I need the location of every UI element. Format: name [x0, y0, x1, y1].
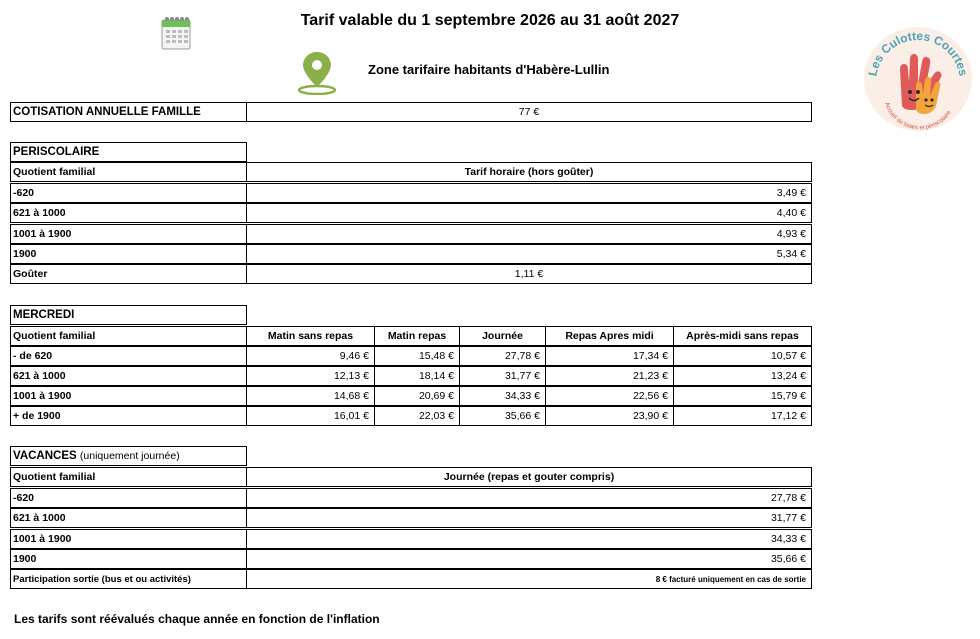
sortie-label: Participation sortie (bus et ou activités)	[10, 569, 247, 589]
table-cell: 15,79 €	[673, 386, 812, 406]
table-row-qf: 621 à 1000	[10, 508, 247, 528]
mercredi-col-qf: Quotient familial	[10, 326, 247, 346]
mercredi-col-matin-sans-repas: Matin sans repas	[246, 326, 375, 346]
cotisation-label: COTISATION ANNUELLE FAMILLE	[10, 102, 247, 122]
cotisation-value: 77 €	[246, 102, 812, 122]
table-row-qf: 1001 à 1900	[10, 386, 247, 406]
gouter-value: 1,11 €	[246, 264, 812, 284]
vacances-col-qf: Quotient familial	[10, 467, 247, 487]
gouter-label: Goûter	[10, 264, 247, 284]
table-row-tarif: 3,49 €	[246, 183, 812, 203]
logo-text: Les Culottes Courtes	[865, 28, 971, 78]
logo-subtext: Accueil de loisirs et périscolaire	[883, 101, 953, 132]
mercredi-col-repas-apres-midi: Repas Apres midi	[545, 326, 674, 346]
periscolaire-title: PERISCOLAIRE	[10, 142, 247, 162]
table-cell: 18,14 €	[374, 366, 460, 386]
table-row-tarif: 4,40 €	[246, 203, 812, 223]
table-cell: 15,48 €	[374, 346, 460, 366]
table-cell: 21,23 €	[545, 366, 674, 386]
table-cell: 22,03 €	[374, 406, 460, 426]
table-row-qf: -620	[10, 488, 247, 508]
mercredi-col-apres-midi-sans-repas: Après-midi sans repas	[673, 326, 812, 346]
table-cell: 13,24 €	[673, 366, 812, 386]
table-row-qf: 1001 à 1900	[10, 529, 247, 549]
table-cell: 27,78 €	[459, 346, 546, 366]
table-row-tarif: 5,34 €	[246, 244, 812, 264]
location-pin-icon	[296, 49, 338, 95]
table-row-qf: 1900	[10, 549, 247, 569]
table-row-tarif: 35,66 €	[246, 549, 812, 569]
table-row-qf: + de 1900	[10, 406, 247, 426]
vacances-col-tarif: Journée (repas et gouter compris)	[246, 467, 812, 487]
table-row-qf: -620	[10, 183, 247, 203]
periscolaire-col-tarif: Tarif horaire (hors goûter)	[246, 162, 812, 182]
sortie-value: 8 € facturé uniquement en cas de sortie	[246, 569, 812, 589]
vacances-title: VACANCES	[13, 450, 77, 462]
vacances-subtitle: (uniquement journée)	[79, 450, 180, 462]
mercredi-col-matin-repas: Matin repas	[374, 326, 460, 346]
logo	[862, 26, 974, 132]
table-cell: 17,34 €	[545, 346, 674, 366]
page-title: Tarif valable du 1 septembre 2026 au 31 août 2027	[300, 12, 680, 29]
zone-label: Zone tarifaire habitants d'Habère-Lullin	[368, 62, 610, 77]
table-cell: 22,56 €	[545, 386, 674, 406]
table-cell: 9,46 €	[246, 346, 375, 366]
table-row-qf: 621 à 1000	[10, 366, 247, 386]
table-row-tarif: 31,77 €	[246, 508, 812, 528]
table-row-tarif: 34,33 €	[246, 529, 812, 549]
table-cell: 10,57 €	[673, 346, 812, 366]
periscolaire-col-qf: Quotient familial	[10, 162, 247, 182]
table-cell: 16,01 €	[246, 406, 375, 426]
table-cell: 20,69 €	[374, 386, 460, 406]
footer-note: Les tarifs sont réévalués chaque année en fonction de l'inflation	[14, 612, 380, 626]
vacances-title-cell	[10, 446, 247, 466]
table-cell: 12,13 €	[246, 366, 375, 386]
table-row-qf: 1900	[10, 244, 247, 264]
table-cell: 14,68 €	[246, 386, 375, 406]
calendar-icon	[160, 15, 192, 51]
table-row-qf: 621 à 1000	[10, 203, 247, 223]
table-row-tarif: 4,93 €	[246, 224, 812, 244]
table-row-qf: 1001 à 1900	[10, 224, 247, 244]
table-cell: 17,12 €	[673, 406, 812, 426]
table-cell: 31,77 €	[459, 366, 546, 386]
table-cell: 35,66 €	[459, 406, 546, 426]
table-cell: 34,33 €	[459, 386, 546, 406]
mercredi-title: MERCREDI	[10, 305, 247, 325]
table-cell: 23,90 €	[545, 406, 674, 426]
table-row-qf: - de 620	[10, 346, 247, 366]
mercredi-col-journee: Journée	[459, 326, 546, 346]
table-row-tarif: 27,78 €	[246, 488, 812, 508]
